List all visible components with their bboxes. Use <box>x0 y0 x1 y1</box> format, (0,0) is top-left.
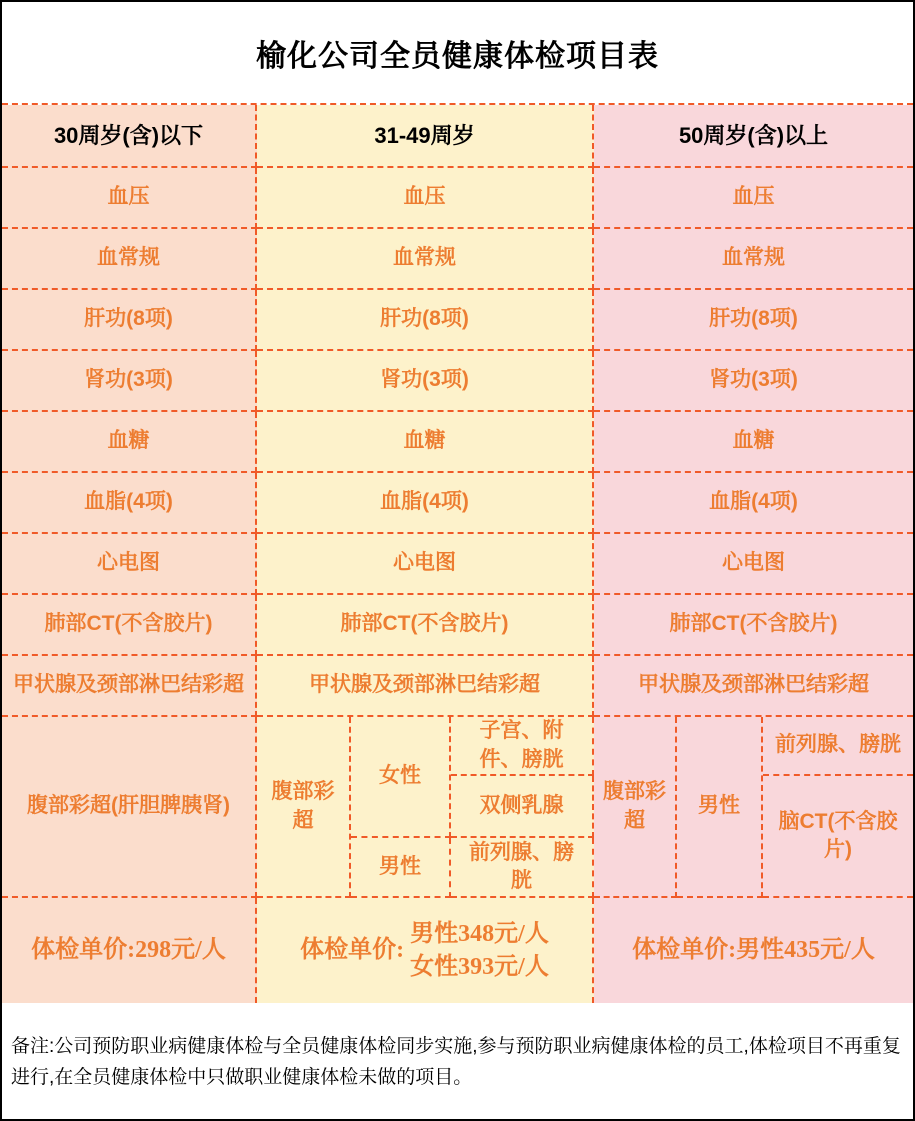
header-age-group-1: 30周岁(含)以下 <box>2 105 257 168</box>
item-cell: 肝功(8项) <box>2 290 257 351</box>
price-values <box>410 918 549 983</box>
title-bar <box>2 2 913 103</box>
item-cell: 血常规 <box>257 229 594 290</box>
abdominal-ultrasound-col3-label: 腹部彩超 <box>594 717 677 898</box>
price-female: 女性393元/人 <box>410 953 549 980</box>
item-cell: 血压 <box>594 168 913 229</box>
price-cell-under-30: 体检单价:298元/人 <box>2 898 257 1003</box>
item-cell: 血压 <box>257 168 594 229</box>
item-cell: 血脂(4项) <box>257 473 594 534</box>
male-group-label: 男性 <box>351 838 451 898</box>
header-age-group-3: 50周岁(含)以上 <box>594 105 913 168</box>
item-cell: 肾功(3项) <box>594 351 913 412</box>
item-cell: 肺部CT(不含胶片) <box>2 595 257 656</box>
price-cell-over-50: 体检单价:男性435元/人 <box>594 898 913 1003</box>
price-label: 体检单价: <box>300 937 405 964</box>
item-cell: 甲状腺及颈部淋巴结彩超 <box>594 656 913 717</box>
female-item-uterus: 子宫、附件、膀胱 <box>451 717 594 776</box>
abdominal-ultrasound-col1: 腹部彩超(肝胆脾胰肾) <box>2 717 257 898</box>
item-cell: 血脂(4项) <box>2 473 257 534</box>
item-cell: 肺部CT(不含胶片) <box>594 595 913 656</box>
female-group-label: 女性 <box>351 717 451 838</box>
item-cell: 肾功(3项) <box>257 351 594 412</box>
item-cell: 肾功(3项) <box>2 351 257 412</box>
header-age-group-2: 31-49周岁 <box>257 105 594 168</box>
price-cell-31-49 <box>257 898 594 1003</box>
footer-note-area <box>2 1001 913 1115</box>
item-cell: 心电图 <box>257 534 594 595</box>
abdominal-ultrasound-col2-label: 腹部彩超 <box>257 717 351 898</box>
female-item-breast: 双侧乳腺 <box>451 776 594 838</box>
price-male: 男性348元/人 <box>410 921 549 948</box>
item-cell: 甲状腺及颈部淋巴结彩超 <box>257 656 594 717</box>
item-cell: 血常规 <box>2 229 257 290</box>
page-title: 榆化公司全员健康体检项目表 <box>256 39 659 73</box>
item-cell: 血压 <box>2 168 257 229</box>
male-item-brain-ct: 脑CT(不含胶片) <box>763 776 913 898</box>
male-item-prostate: 前列腺、膀胱 <box>451 838 594 898</box>
item-cell: 心电图 <box>2 534 257 595</box>
item-cell: 肝功(8项) <box>257 290 594 351</box>
item-cell: 血糖 <box>594 412 913 473</box>
item-cell: 血糖 <box>2 412 257 473</box>
item-cell: 肝功(8项) <box>594 290 913 351</box>
item-cell: 心电图 <box>594 534 913 595</box>
item-cell: 血常规 <box>594 229 913 290</box>
item-cell: 血糖 <box>257 412 594 473</box>
item-cell: 肺部CT(不含胶片) <box>257 595 594 656</box>
item-cell: 甲状腺及颈部淋巴结彩超 <box>2 656 257 717</box>
item-cell: 血脂(4项) <box>594 473 913 534</box>
footer-note-text: 备注:公司预防职业病健康体检与全员健康体检同步实施,参与预防职业病健康体检的员工,体检项目不再重复进行,在全员健康体检中只做职业健康体检未做的项目。 <box>11 1036 901 1088</box>
price-content <box>300 918 549 983</box>
male-group-label: 男性 <box>677 717 763 898</box>
male-item-prostate: 前列腺、膀胱 <box>763 717 913 776</box>
checkup-table <box>2 103 913 1001</box>
